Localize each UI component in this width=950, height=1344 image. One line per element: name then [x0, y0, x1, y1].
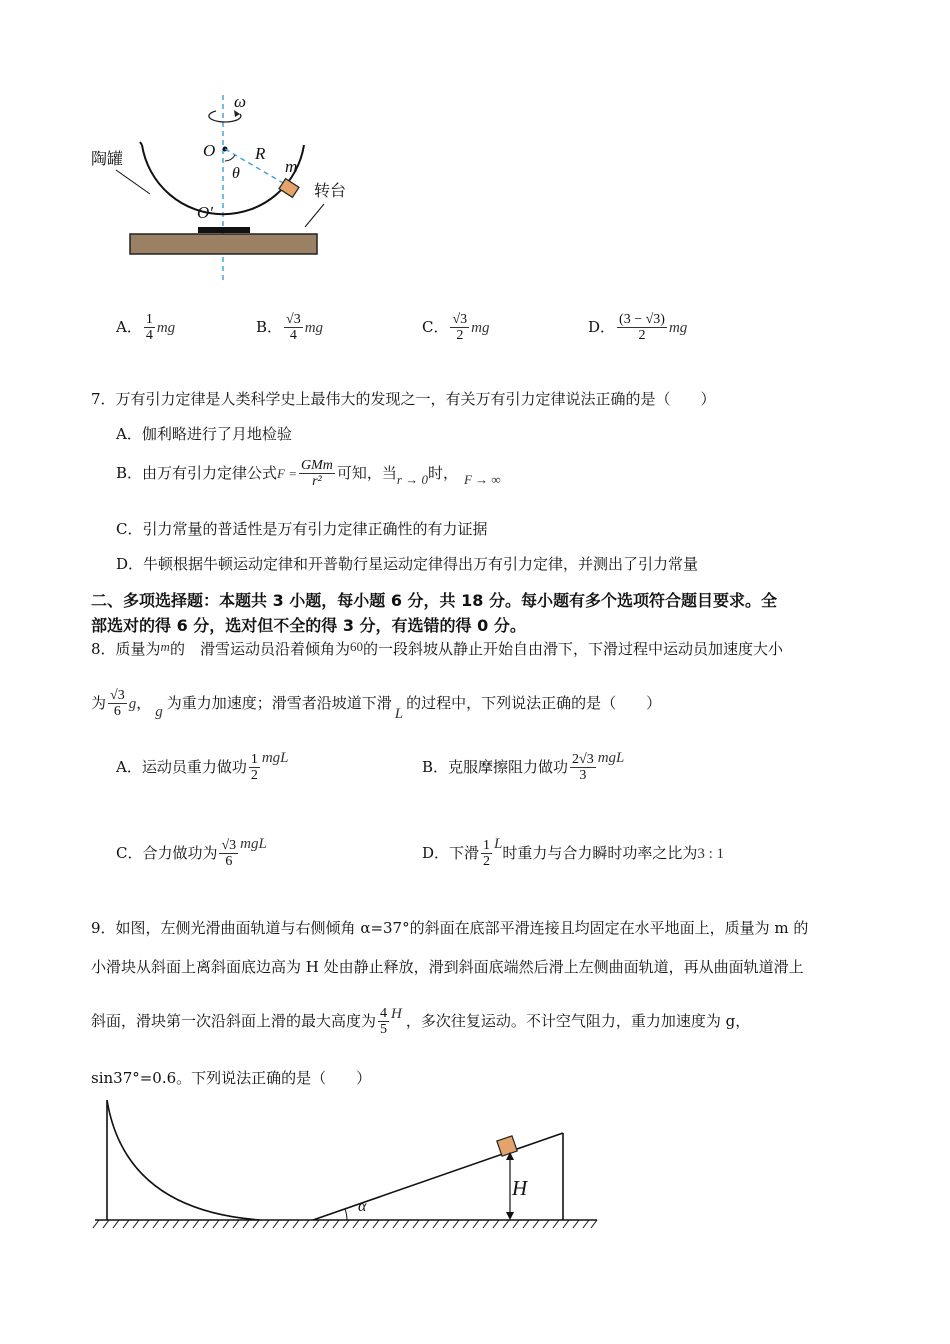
- angle-alpha-label: α: [358, 1198, 367, 1215]
- q7-option-a[interactable]: A．伽利略进行了月地检验: [116, 425, 292, 443]
- height-h-label: H: [512, 1176, 528, 1200]
- ground-hatch: [93, 1220, 597, 1228]
- q8-option-d[interactable]: D．下滑 $\frac{1}{2}$ L时重力与合力瞬时功率之比为3 : 1: [422, 835, 725, 870]
- q8-option-c[interactable]: C．合力做功为 $\frac{√3}{6}$ mgL: [116, 835, 267, 870]
- q7-stem: 7．万有引力定律是人类科学史上最伟大的发现之一，有关万有引力定律说法正确的是（ ）: [91, 390, 716, 408]
- q8-stem-line1: 8．质量为m的 滑雪运动员沿着倾角为60的一段斜坡从静止开始自由滑下，下滑过程中运动员加速度大小: [91, 639, 783, 658]
- q9-stem-line3: 斜面，滑块第一次沿斜面上滑的最大高度为 $\frac{4}{5}$ H ，多次往复运动。不计空气阻力，重力加速度为 g，: [91, 1005, 751, 1038]
- turntable-label: 转台: [314, 181, 347, 200]
- theta-label: θ: [232, 165, 240, 182]
- block-m: [279, 179, 299, 198]
- section2-heading-line2: 部选对的得 6 分，选对但不全的得 3 分，有选错的得 0 分。: [91, 616, 526, 635]
- slider-block: [497, 1136, 517, 1156]
- radius-r-label: R: [255, 144, 266, 163]
- track-incline-figure: [85, 1090, 615, 1240]
- q8-option-a[interactable]: A．运动员重力做功 $\frac{1}{2}$ mgL: [116, 749, 289, 784]
- q7-option-b[interactable]: B．由万有引力定律公式F = $\frac{\text{GMm}}{\text{r²}}$ 可知，当r → 0时， F → ∞: [116, 458, 501, 490]
- center-o-label: O: [203, 141, 216, 160]
- q9-stem-line4: sin37°=0.6。下列说法正确的是（ ）: [91, 1069, 372, 1087]
- q6-option-d[interactable]: D． $\frac{(3 - √3)}{2}$ mg: [588, 312, 688, 344]
- mass-m-label: m: [285, 157, 298, 176]
- q8-stem-line2: 为 $\frac{√3}{6}$ g， g 为重力加速度；滑雪者沿坡道下滑L的过程中，下列说法正确的是（ ）: [91, 688, 662, 722]
- q6-option-c[interactable]: C． $\frac{√3}{2}$ mg: [422, 312, 490, 344]
- turntable: [130, 234, 317, 254]
- q7-option-d[interactable]: D．牛顿根据牛顿运动定律和开普勒行星运动定律得出万有引力定律，并测出了引力常量: [116, 555, 699, 573]
- q9-stem-line2: 小滑块从斜面上离斜面底边高为 H 处由静止释放，滑到斜面底端然后滑上左侧曲面轨道，再从曲面轨道滑上: [91, 958, 804, 976]
- q6-option-a[interactable]: A． $\frac{1}{4}$ mg: [116, 312, 176, 344]
- omega-label: ω: [234, 92, 247, 111]
- jar-label: 陶罐: [91, 149, 124, 168]
- q8-option-b[interactable]: B．克服摩擦阻力做功 $\frac{2√3}{3}$ mgL: [422, 749, 625, 784]
- q9-stem-line1: 9．如图，左侧光滑曲面轨道与右侧倾角 α=37°的斜面在底部平滑连接且均固定在水平地面上，质量为 m 的: [91, 919, 809, 937]
- section2-heading-line1: 二、多项选择题：本题共 3 小题，每小题 6 分，共 18 分。每小题有多个选项符合题目要求。全: [91, 591, 777, 610]
- curved-track: [107, 1100, 260, 1220]
- q6-option-b[interactable]: B． $\frac{√3}{4}$ mg: [256, 312, 324, 344]
- q7-option-c[interactable]: C．引力常量的普适性是万有引力定律正确性的有力证据: [116, 520, 488, 538]
- jar-base: [198, 227, 250, 233]
- bottom-o-prime-label: O′: [197, 203, 213, 222]
